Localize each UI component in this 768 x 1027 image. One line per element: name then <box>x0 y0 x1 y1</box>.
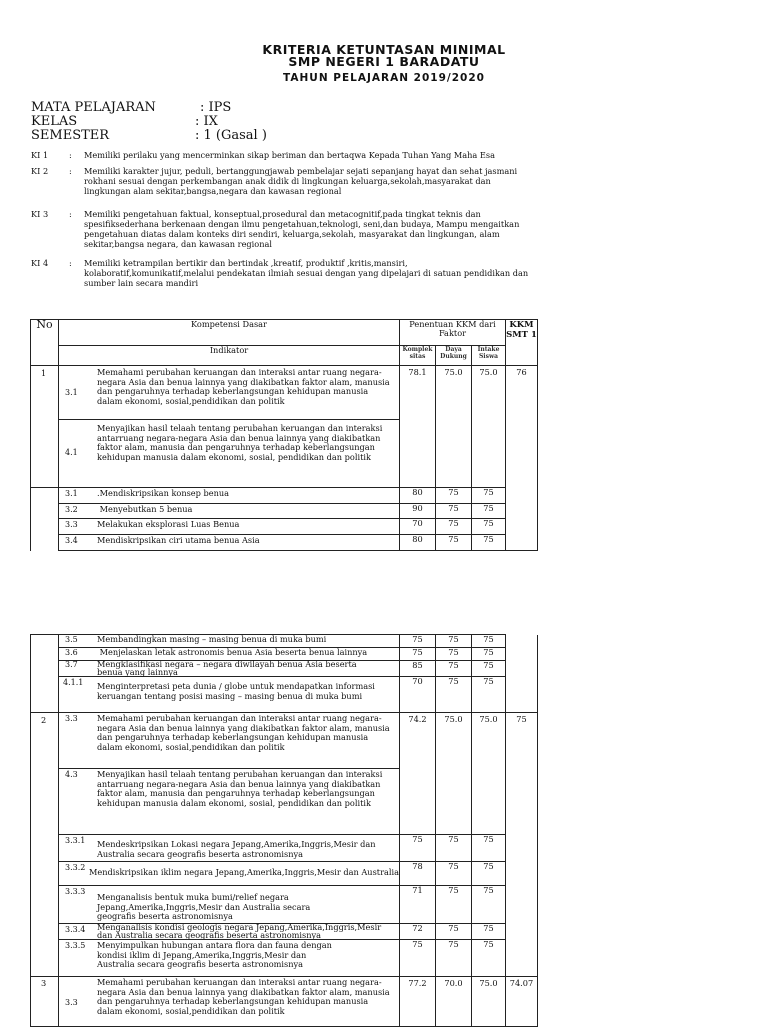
intake-value: 75 <box>472 488 506 504</box>
komp-value: 78.1 <box>400 366 436 488</box>
row-number: 3 <box>31 977 59 1027</box>
kd-code: 3.3 <box>65 714 78 723</box>
komp-value: 75 <box>400 635 436 648</box>
kd-cell <box>59 420 400 488</box>
meta-semester-label: SEMESTER <box>31 128 110 143</box>
komp-value: 75 <box>400 940 436 977</box>
col-no-header: No <box>31 320 59 366</box>
daya-value: 75 <box>436 648 472 661</box>
intake-value: 75.0 <box>472 713 506 835</box>
indikator-cell: 3.2 Menyebutkan 5 benua <box>59 504 400 519</box>
col-kompleksitas-header: Komplek sitas <box>400 346 436 366</box>
intake-value: 75 <box>472 862 506 886</box>
meta-subject-label: MATA PELAJARAN <box>31 100 156 115</box>
ki-2 <box>31 166 551 198</box>
komp-value: 72 <box>400 924 436 940</box>
ki-colon: : <box>69 258 72 268</box>
col-intake-header: Intake Siswa <box>472 346 506 366</box>
daya-value: 75 <box>436 862 472 886</box>
table-row <box>31 713 538 769</box>
row-number: 1 <box>31 366 59 488</box>
kkm-value: 76 <box>506 366 538 551</box>
col-kkm-header: KKM SMT 1 <box>506 320 538 366</box>
daya-value: 75 <box>436 488 472 504</box>
table-row <box>31 677 538 713</box>
table-row <box>31 886 538 924</box>
intake-value: 75 <box>472 835 506 862</box>
indikator-cell: 3.3 Melakukan eksplorasi Luas Benua <box>59 519 400 535</box>
table-row <box>31 924 538 940</box>
daya-value: 75 <box>436 504 472 519</box>
intake-value: 75 <box>472 661 506 677</box>
daya-value: 75 <box>436 519 472 535</box>
ki-colon: : <box>69 209 72 219</box>
intake-value: 75.0 <box>472 977 506 1027</box>
kkm-value: 74.07 <box>506 977 538 1027</box>
table-row <box>31 519 538 535</box>
table-row <box>31 366 538 420</box>
indikator-cell: 3.3.1 Mendeskripsikan Lokasi negara Jepang,Amerika,Inggris,Mesir dan Australia secara geografis beserta astronomisnya <box>59 835 400 862</box>
daya-value: 75 <box>436 677 472 713</box>
komp-value: 80 <box>400 535 436 551</box>
indikator-cell: 3.3.3 Menganalisis bentuk muka bumi/relief negara Jepang,Amerika,Inggris,Mesir dan Australia secara geografis beserta astronomisnya <box>59 886 400 924</box>
meta-subject-value: : IPS <box>200 100 232 115</box>
table-row <box>31 661 538 677</box>
indikator-cell: 3.7 Mengklasifikasi negara – negara diwilayah benua Asia beserta benua yang lainnya <box>59 661 400 677</box>
ki-4 <box>31 258 551 290</box>
table-row <box>31 488 538 504</box>
daya-value: 75 <box>436 661 472 677</box>
meta-class-label: KELAS <box>31 114 78 129</box>
komp-value: 75 <box>400 835 436 862</box>
daya-value: 75 <box>436 635 472 648</box>
ki-text: Memiliki ketrampilan bertikir dan bertindak ,kreatif, produktif ,kritis,mansiri, kolaboratif,komunikatif,melalui pendekatan ilmiah sesuai dengan yang dipelajari di satuan pendidikan dan sumber lain secara mandiri <box>84 258 529 288</box>
komp-value: 71 <box>400 886 436 924</box>
komp-value: 80 <box>400 488 436 504</box>
daya-value: 75 <box>436 535 472 551</box>
ki-text: Memiliki pengetahuan faktual, konseptual,prosedural dan metacognitif,pada tingkat teknis dan spesifiksederhana berkenaan dengan ilmu pengetahuan,teknologi, seni,dan budaya, Mampu mengaitkan pengetahuan diatas dalam konteks diri sendiri, keluarga,sekolah, masyarakat dan lingkungan, alam sekitar,bangsa negara, dan kawasan regional <box>84 209 520 249</box>
ki-number: KI 2 <box>31 166 49 176</box>
table-row <box>31 535 538 551</box>
indikator-cell: 3.6 Menjelaskan letak astronomis benua Asia beserta benua lainnya <box>59 648 400 661</box>
intake-value: 75 <box>472 519 506 535</box>
komp-value: 78 <box>400 862 436 886</box>
ki-text: Memiliki perilaku yang mencerminkan sikap beriman dan bertaqwa Kepada Tuhan Yang Maha Esa <box>84 150 495 160</box>
kd-cell <box>59 366 400 420</box>
col-penentuan-header: Penentuan KKM dari Faktor <box>400 320 506 346</box>
col-indikator-header: Indikator <box>59 346 400 366</box>
kd-text: Memahami perubahan keruangan dan interaksi antar ruang negara-negara Asia dan benua lainnya yang diakibatkan faktor alam, manusia dan pengaruhnya terhadap keberlangsungan kehidupan manusia dalam ekonomi, sosial,pendidikan dan politik <box>97 713 390 752</box>
kd-text: Memahami perubahan keruangan dan interaksi antar ruang negara-negara Asia dan benua lainnya yang diakibatkan faktor alam, manusia dan pengaruhnya terhadap keberlangsungan kehidupan manusia dalam ekonomi, sosial,pendidikan dan politik <box>97 367 390 406</box>
indikator-cell: 4.1.1 Menginterpretasi peta dunia / globe untuk mendapatkan informasi keruangan tentang posisi masing – masing benua di muka bumi <box>59 677 400 713</box>
intake-value: 75.0 <box>472 366 506 488</box>
ki-colon: : <box>69 166 72 176</box>
ki-number: KI 1 <box>31 150 49 160</box>
col-daya-dukung-header: Daya Dukung <box>436 346 472 366</box>
komp-value: 85 <box>400 661 436 677</box>
indikator-cell: 3.3.5 Menyimpulkan hubungan antara flora dan fauna dengan kondisi iklim di Jepang,Amerika,Inggris,Mesir dan Australia secara geografis beserta astronomisnya <box>59 940 400 977</box>
indikator-cell: 3.3.4 Menganalisis kondisi geologis negara Jepang,Amerika,Inggris,Mesir dan Australia secara geografis beserta astronomisnya <box>59 924 400 940</box>
table-row <box>31 635 538 648</box>
kd-cell <box>59 769 400 835</box>
komp-value: 70 <box>400 519 436 535</box>
intake-value: 75 <box>472 535 506 551</box>
kd-text: Memahami perubahan keruangan dan interaksi antar ruang negara-negara Asia dan benua lainnya yang diakibatkan faktor alam, manusia dan pengaruhnya terhadap keberlangsungan kehidupan manusia dalam ekonomi, sosial,pendidikan dan politik <box>97 977 390 1016</box>
daya-value: 75 <box>436 886 472 924</box>
komp-value: 74.2 <box>400 713 436 835</box>
meta-class-value: : IX <box>195 114 218 129</box>
daya-value: 75.0 <box>436 366 472 488</box>
daya-value: 75 <box>436 924 472 940</box>
kd-code: 3.1 <box>65 388 78 397</box>
intake-value: 75 <box>472 648 506 661</box>
kd-text: Menyajikan hasil telaah tentang perubahan keruangan dan interaksi antarruang negara-negara Asia dan benua lainnya yang diakibatkan faktor alam, manusia dan pengaruhnya terhadap keberlangsungan kehidupan manusia dalam ekonomi, sosial, pendidikan dan politik <box>97 423 383 462</box>
ki-number: KI 3 <box>31 209 49 219</box>
ki-1 <box>31 150 551 162</box>
col-kd-header: Kompetensi Dasar <box>59 320 400 346</box>
daya-value: 75 <box>436 940 472 977</box>
intake-value: 75 <box>472 886 506 924</box>
intake-value: 75 <box>472 940 506 977</box>
indikator-cell: 3.5 Membandingkan masing – masing benua di muka bumi <box>59 635 400 648</box>
school-name: SMP NEGERI 1 BARADATU <box>288 54 480 69</box>
intake-value: 75 <box>472 924 506 940</box>
kd-cell <box>59 713 400 769</box>
indikator-cell: 3.4 Mendiskripsikan ciri utama benua Asia <box>59 535 400 551</box>
indikator-cell: 3.3.2 Mendiskripsikan iklim negara Jepang,Amerika,Inggris,Mesir dan Australia <box>59 862 400 886</box>
daya-value: 75 <box>436 835 472 862</box>
doc-title: KRITERIA KETUNTASAN MINIMAL <box>262 42 506 57</box>
daya-value: 70.0 <box>436 977 472 1027</box>
kkm-value: 75 <box>506 713 538 977</box>
meta-semester-value: : 1 (Gasal ) <box>195 128 267 143</box>
table-row <box>31 977 538 1027</box>
indikator-cell: 3.1 .Mendiskripsikan konsep benua <box>59 488 400 504</box>
table-row <box>31 504 538 519</box>
table-row <box>31 835 538 862</box>
ki-3 <box>31 209 551 251</box>
intake-value: 75 <box>472 677 506 713</box>
komp-value: 90 <box>400 504 436 519</box>
komp-value: 75 <box>400 648 436 661</box>
kkm-table-page-2 <box>30 634 538 1027</box>
ki-colon: : <box>69 150 72 160</box>
ki-text: Memiliki karakter jujur, peduli, bertanggungjawab pembelajar sejati sepanjang hayat dan sehat jasmani rokhani sesuai dengan perkembangan anak didik di lingkungan keluarga,sekolah,masyarakat dan lingkungan alam sekitar,bangsa,negara dan kawasan regional <box>84 166 518 196</box>
table-row <box>31 862 538 886</box>
row-number: 2 <box>31 713 59 977</box>
kkm-table-page-1 <box>30 319 538 551</box>
intake-value: 75 <box>472 504 506 519</box>
daya-value: 75.0 <box>436 713 472 835</box>
table-row <box>31 940 538 977</box>
komp-value: 70 <box>400 677 436 713</box>
intake-value: 75 <box>472 635 506 648</box>
kd-code: 4.1 <box>65 448 78 457</box>
kd-text: Menyajikan hasil telaah tentang perubahan keruangan dan interaksi antarruang negara-negara Asia dan benua lainnya yang diakibatkan faktor alam, manusia dan pengaruhnya terhadap keberlangsungan kehidupan manusia dalam ekonomi, sosial, pendidikan dan politik <box>97 769 383 808</box>
ki-number: KI 4 <box>31 258 49 268</box>
komp-value: 77.2 <box>400 977 436 1027</box>
kd-cell <box>59 977 400 1027</box>
kd-code: 3.3 <box>65 998 78 1007</box>
kd-code: 4.3 <box>65 770 78 779</box>
school-year: TAHUN PELAJARAN 2019/2020 <box>283 72 485 84</box>
